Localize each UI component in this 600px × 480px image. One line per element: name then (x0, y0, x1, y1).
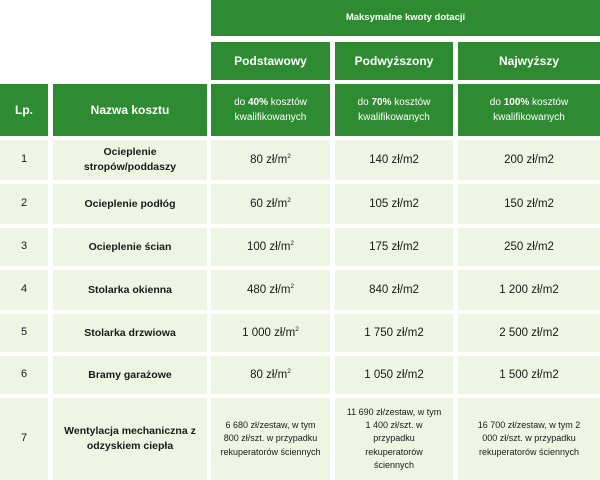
table-row-name: Ocieplenie stropów/poddaszy (53, 140, 207, 180)
table-row-name: Wentylacja mechaniczna z odzyskiem ciepła (53, 398, 207, 480)
table-row-highest: 2 500 zł/m2 (458, 314, 600, 352)
table-row-basic: 60 $zł/m^2$ (211, 184, 330, 224)
table-row-basic: 80 $zł/m^2$ (211, 356, 330, 394)
table-row-basic: 6 680 zł/zestaw, w tym 800 zł/szt. w przypadku rekuperatorów ściennych (211, 398, 330, 480)
table-row-lp: 3 (0, 228, 48, 266)
table-row-name: Ocieplenie ścian (53, 228, 207, 266)
table-row-increased: 140 zł/m2 (335, 140, 453, 180)
table-row-lp: 7 (0, 398, 48, 480)
table-row-highest: 1 200 zł/m2 (458, 270, 600, 310)
table-row-increased: 840 zł/m2 (335, 270, 453, 310)
table-row-highest: 250 zł/m2 (458, 228, 600, 266)
table-row-basic: 80 $zł/m^2$ (211, 140, 330, 180)
header-tier-basic: Podstawowy (211, 42, 330, 80)
table-row-basic: 1 000 $zł/m^2$ (211, 314, 330, 352)
header-max-amounts: Maksymalne kwoty dotacji (211, 0, 600, 36)
table-row-lp: 6 (0, 356, 48, 394)
table-row-name: Stolarka okienna (53, 270, 207, 310)
header-desc-basic: do 40% kosztów kwalifikowanych (211, 84, 330, 136)
header-desc-increased: do 70% kosztów kwalifikowanych (335, 84, 453, 136)
table-row-increased: 11 690 zł/zestaw, w tym 1 400 zł/szt. w przypadku rekuperatorów ściennych (335, 398, 453, 480)
table-row-increased: 175 zł/m2 (335, 228, 453, 266)
table-row-increased: 105 zł/m2 (335, 184, 453, 224)
table-row-increased: 1 750 zł/m2 (335, 314, 453, 352)
header-desc-highest: do 100% kosztów kwalifikowanych (458, 84, 600, 136)
header-cost-name: Nazwa kosztu (53, 84, 207, 136)
table-row-lp: 4 (0, 270, 48, 310)
table-row-highest: 1 500 zł/m2 (458, 356, 600, 394)
header-tier-increased: Podwyższony (335, 42, 453, 80)
table-row-name: Bramy garażowe (53, 356, 207, 394)
table-row-highest: 16 700 zł/zestaw, w tym 2 000 zł/szt. w przypadku rekuperatorów ściennych (458, 398, 600, 480)
table-row-increased: 1 050 zł/m2 (335, 356, 453, 394)
table-row-highest: 200 zł/m2 (458, 140, 600, 180)
header-tier-highest: Najwyższy (458, 42, 600, 80)
table-row-lp: 2 (0, 184, 48, 224)
table-row-name: Ocieplenie podłóg (53, 184, 207, 224)
table-row-lp: 5 (0, 314, 48, 352)
table-row-highest: 150 zł/m2 (458, 184, 600, 224)
table-row-lp: 1 (0, 140, 48, 180)
header-lp: Lp. (0, 84, 48, 136)
table-row-basic: 100 $zł/m^2$ (211, 228, 330, 266)
table-row-name: Stolarka drzwiowa (53, 314, 207, 352)
table-row-basic: 480 $zł/m^2$ (211, 270, 330, 310)
